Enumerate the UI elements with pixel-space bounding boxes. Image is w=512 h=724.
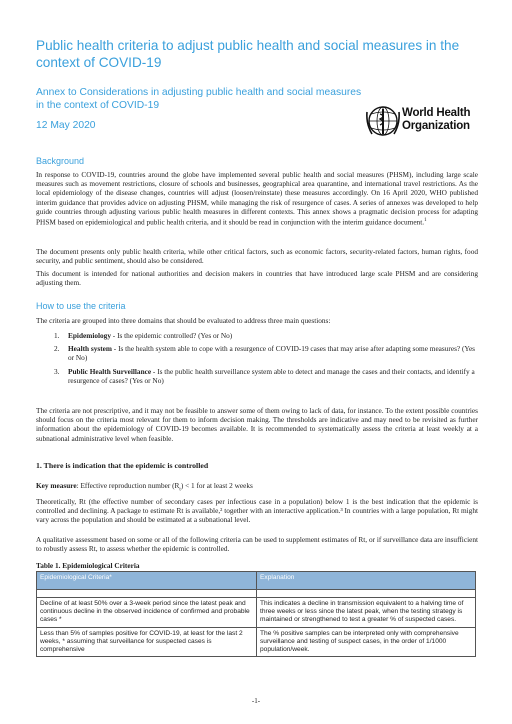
table-cell-criteria: Less than 5% of samples positive for COVID-19, at least for the last 2 weeks, * assuming that surveillance for suspected cases is comprehensive (37, 627, 257, 657)
how-to-heading: How to use the criteria (36, 301, 126, 311)
page-title: Public health criteria to adjust public health and social measures in the context of COVID-19 (36, 38, 460, 70)
logo-text-line1: World Health (402, 107, 471, 119)
background-paragraph-2: The document presents only public health criteria, while other critical factors, such as economic factors, security-related factors, human rights, food security, and public sentiment, should also be considered. (36, 247, 478, 266)
epidemiological-criteria-table (36, 571, 476, 657)
key-measure: Key measure: Effective reproduction number $(R_t) < 1$ for at least 2 weeks (36, 481, 253, 493)
list-item: 3. Public Health Surveillance - Is the public health surveillance system able to detect and manage the cases and their contacts, and identify a resurgence of cases? (Yes or No) (54, 366, 475, 385)
table-cell-explanation: The % positive samples can be interpreted only with comprehensive surveillance and testing of suspect cases, in the order of 1/1000 population/week. (257, 627, 476, 657)
section-1-paragraph-1: Theoretically, Rt (the effective number of secondary cases per infectious case in a population) below 1 is the best indication that the epidemic is controlled and declining. A package to estimate Rt is available,² together with an interactive application.³ In countries with a large population, Rt might vary across the population and should be estimated at a subnational level. (36, 497, 478, 525)
table-cell-explanation: This indicates a decline in transmission equivalent to a halving time of three weeks or less since the latest peak, when the testing strategy is maintained or strengthened to test a greater % of suspected cases. (257, 598, 476, 628)
logo-text-line2: Organization (402, 120, 470, 132)
page-subtitle: Annex to Considerations in adjusting public health and social measures in the context of COVID-19 (36, 87, 362, 111)
section-1-paragraph-2: A qualitative assessment based on some or all of the following criteria can be used to supplement estimates of Rt, or if surveillance data are insufficient to robustly assess Rt, to assess whether the epidemic is controlled. (36, 535, 479, 554)
section-1-heading: 1. There is indication that the epidemic is controlled (36, 461, 209, 470)
background-paragraph-3: This document is intended for national authorities and decision makers in countries that have introduced large scale PHSM and are considering adjusting them. (36, 269, 478, 288)
page-number: -1- (251, 697, 261, 705)
background-paragraph-1: In response to COVID-19, countries around the globe have implemented several public health and social measures (PHSM), including large scale measures such as movement restrictions, closure of schools and businesses, geographical area quarantine, and international travel restrictions. As the local epidemiology of the disease changes, countries will adjust (loosen/reinstate) these measures accordingly. On 16 April 2020, WHO published interim guidance that provides advice on adjusting PHSM, while managing the risk of resurgence of cases. A series of annexes was developed to help guide countries through adjusting various public health measures in different contexts. This annex shows a pragmatic decision process for adapting PHSM based on epidemiological and public health criteria, and it should be read in conjunction with the interim guidance document.$^1$ (36, 170, 478, 227)
list-item: 1. Epidemiology - Is the epidemic controlled? (Yes or No) (54, 331, 233, 340)
table-caption: Table 1. Epidemiological Criteria (36, 561, 140, 570)
how-to-paragraph: The criteria are not prescriptive, and it may not be feasible to answer some of them owing to lack of data, for instance. To the extent possible countries should focus on the criteria most relevant for them to inform decision making. The thresholds are indicative and may need to be revisited as further information about the epidemiology of COVID-19 becomes available. It is recommended to systematically assess the criteria at least weekly at a subnational administrative level when feasible. (36, 406, 478, 443)
criteria-domain-list (54, 331, 478, 389)
who-emblem-icon (366, 104, 400, 138)
who-logo (366, 104, 482, 138)
how-to-intro: The criteria are grouped into three domains that should be evaluated to address three main questions: (36, 316, 331, 325)
background-heading: Background (36, 156, 85, 166)
list-item: 2. Health system - Is the health system able to cope with a resurgence of COVID-19 cases that may arise after adapting some measures? (Yes or No) (54, 344, 476, 363)
publication-date: 12 May 2020 (36, 120, 96, 131)
table-row (37, 598, 476, 628)
table-header-explanation: Explanation (257, 572, 476, 590)
table-row (37, 627, 476, 657)
table-header-criteria: Epidemiological Criteria* (37, 572, 257, 590)
table-cell-criteria: Decline of at least 50% over a 3-week period since the latest peak and continuous decline in the observed incidence of confirmed and probable cases * (37, 598, 257, 628)
